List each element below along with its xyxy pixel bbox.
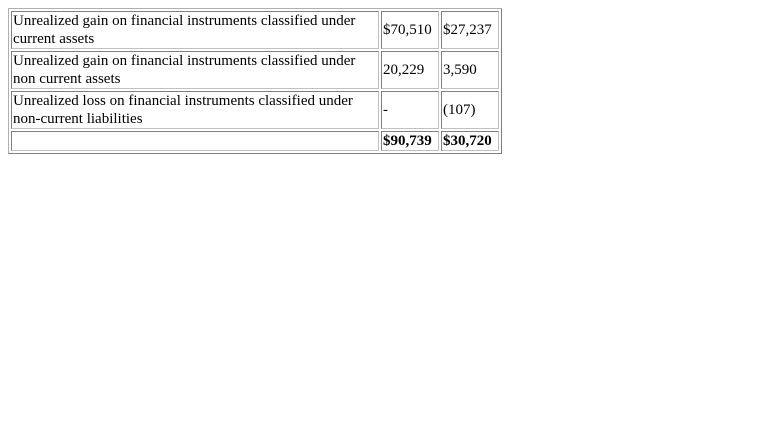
total-col2: $30,720 bbox=[441, 131, 499, 151]
row-label: Unrealized gain on financial instruments classified under non current assets bbox=[11, 51, 379, 89]
value-col1: $70,510 bbox=[381, 11, 439, 49]
table-row bbox=[11, 11, 499, 49]
value-col2: $27,237 bbox=[441, 11, 499, 49]
value-col1: - bbox=[381, 91, 439, 129]
value-col1: 20,229 bbox=[381, 51, 439, 89]
value-col2: 3,590 bbox=[441, 51, 499, 89]
value-col2: (107) bbox=[441, 91, 499, 129]
table-row bbox=[11, 91, 499, 129]
total-row bbox=[11, 131, 499, 151]
financial-instruments-table bbox=[8, 8, 502, 154]
row-label: Unrealized gain on financial instruments classified under current assets bbox=[11, 11, 379, 49]
row-label: Unrealized loss on financial instruments classified under non-current liabilities bbox=[11, 91, 379, 129]
total-col1: $90,739 bbox=[381, 131, 439, 151]
total-label bbox=[11, 131, 379, 151]
table-row bbox=[11, 51, 499, 89]
